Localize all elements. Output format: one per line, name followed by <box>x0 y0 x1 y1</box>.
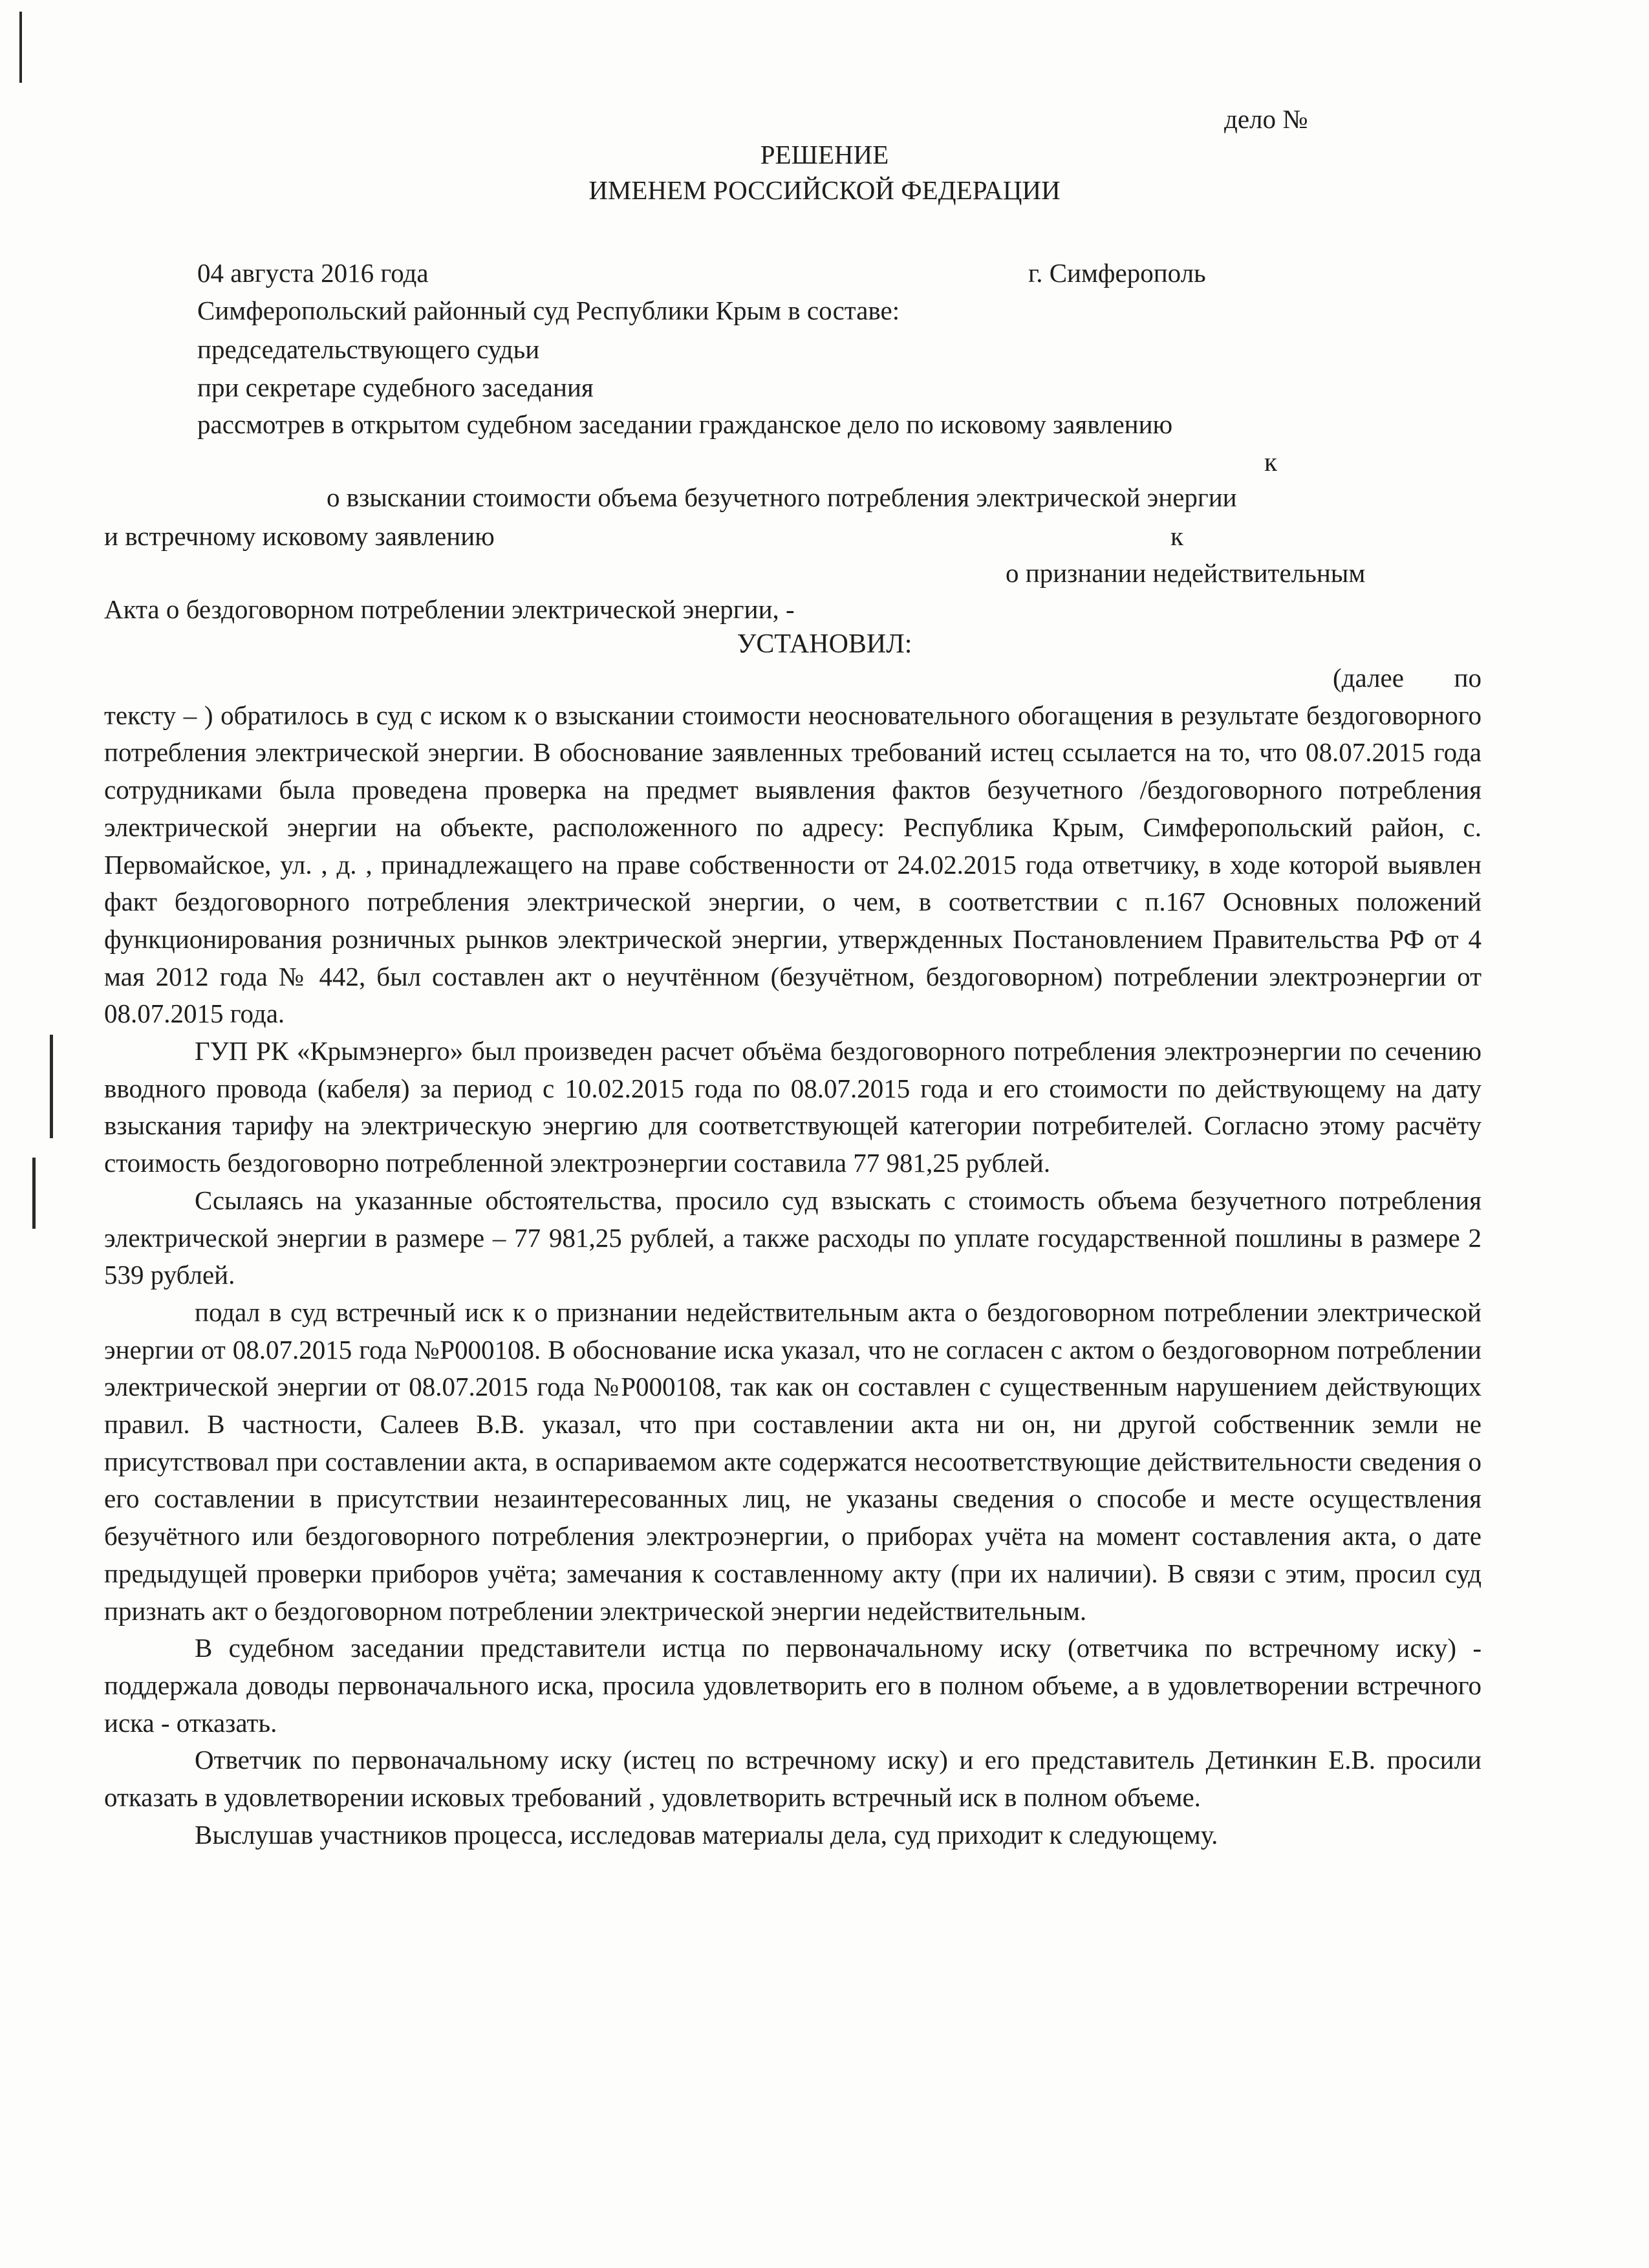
decision-city: г. Симферополь <box>1028 258 1206 288</box>
established-heading: УСТАНОВИЛ: <box>737 629 912 659</box>
decision-date: 04 августа 2016 года <box>197 258 429 288</box>
secretary-line: при секретаре судебного заседания <box>197 373 594 402</box>
scan-mark-top <box>19 12 22 83</box>
paragraph-1: (далее по тексту – ) обратилось в суд с иском к о взыскании стоимости неосновательного обогащения в результате бездоговорного потребления электрической энергии. В обоснование заявленных требований истец ссылается на то, что 08.07.2015 года сотрудниками была проведена проверка на предмет выявления фактов безучетного /бездоговорного потребления электрической энергии на объекте, расположенного по адресу: Республика Крым, Симферопольский район, с. Первомайское, ул. , д. , принадлежащего на праве собственности от 24.02.2015 года ответчику, в ходе которой выявлен факт бездоговорного потребления электрической энергии, о чем, в соответствии с п.167 Основных положений функционирования розничных рынков электрической энергии, утвержденных Постановлением Правительства РФ от 4 мая 2012 года № 442, был составлен акт о неучтённом (безучётном, бездоговорном) потреблении электроэнергии от 08.07.2015 года. <box>104 663 1482 1029</box>
decision-body <box>104 660 1482 1854</box>
paragraph-2: ГУП РК «Крымэнерго» был произведен расчет объёма бездоговорного потребления электроэнергии по сечению вводного провода (кабеля) за период с 10.02.2015 года по 08.07.2015 года и его стоимости по действующему на дату взыскания тарифу на электрическую энергию для соответствующей категории потребителей. Согласно этому расчёту стоимость бездоговорно потребленной электроэнергии составила 77 981,25 рублей. <box>104 1036 1482 1178</box>
paragraph-6: Ответчик по первоначальному иску (истец по встречному иску) и его представитель Детинкин Е.В. просили отказать в удовлетворении исковых требований , удовлетворить встречный иск в полном объеме. <box>104 1745 1482 1813</box>
paragraph-4: подал в суд встречный иск к о признании недействительным акта о бездоговорном потреблении электрической энергии от 08.07.2015 года №Р000108. В обоснование иска указал, что не согласен с актом о бездоговорном потреблении электрической энергии от 08.07.2015 года №Р000108, так как он составлен с существенным нарушением действующих правил. В частности, Салеев В.В. указал, что при составлении акта ни он, ни другой собственник земли не присутствовал при составлении акта, в оспариваемом акте содержатся несоответствующие действительности сведения о его составлении в присутствии незаинтересованных лиц, не указаны сведения о способе и месте осуществления безучётного или бездоговорного потребления электроэнергии, о приборах учёта на момент составления акта, о дате предыдущей проверки приборов учёта; замечания к составленному акту (при их наличии). В связи с этим, просил суд признать акт о бездоговорном потреблении электрической энергии недействительным. <box>104 1297 1482 1626</box>
intro-line-1: рассмотрев в открытом судебном заседании гражданское дело по исковому заявлению <box>197 409 1173 439</box>
intro-line-2: к <box>1264 447 1277 477</box>
intro-line-4b: к <box>1170 521 1183 551</box>
document-title: РЕШЕНИЕ <box>760 140 889 169</box>
paragraph-5: В судебном заседании представители истца по первоначальному иску (ответчика по встречному иску) - поддержала доводы первоначального иска, просила удовлетворить его в полном объеме, а в удовлетворении встречного иска - отказать. <box>104 1633 1482 1738</box>
paragraph-3: Ссылаясь на указанные обстоятельства, просило суд взыскать с стоимость объема безучетного потребления электрической энергии в размере – 77 981,25 рублей, а также расходы по уплате государственной пошлины в размере 2 539 рублей. <box>104 1185 1482 1290</box>
scan-mark-middle <box>50 1035 53 1138</box>
intro-line-6: Акта о бездоговорном потреблении электрической энергии, - <box>104 594 795 624</box>
document-subtitle: ИМЕНЕМ РОССИЙСКОЙ ФЕДЕРАЦИИ <box>588 175 1061 205</box>
intro-line-3: о взыскании стоимости объема безучетного потребления электрической энергии <box>327 482 1237 512</box>
court-line: Симферопольский районный суд Республики Крым в составе: <box>197 296 900 325</box>
paragraph-7: Выслушав участников процесса, исследовав материалы дела, суд приходит к следующему. <box>195 1819 1218 1850</box>
intro-line-4a: и встречному исковому заявлению <box>104 521 495 551</box>
intro-line-5: о признании недействительным <box>1006 558 1366 588</box>
judge-line: председательствующего судьи <box>197 334 540 364</box>
case-number-label: дело № <box>1224 104 1308 134</box>
scan-mark-lower <box>32 1158 36 1229</box>
